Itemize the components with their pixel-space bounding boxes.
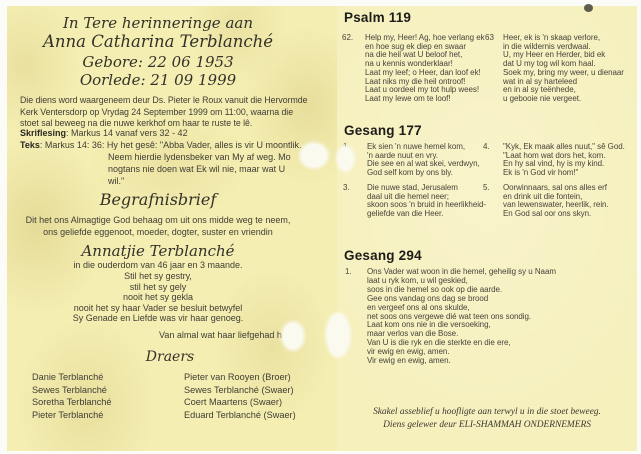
text-line: Coert Maartens (Swaer) (184, 397, 283, 408)
text-line: stoet sal beweeg na die nuwe kerkhof om haar te ruste te lê. (20, 118, 253, 129)
text-line: en in al sy teënhede, (503, 85, 576, 95)
text-line: Sewes Terblanché (Swaer) (184, 384, 294, 395)
text-line: Sy Genade en Liefde was vir haar genoeg. (72, 313, 244, 324)
whiteout-mark (338, 147, 353, 170)
text-line: Stil het sy gestry, (124, 271, 192, 281)
verse-lines (503, 184, 635, 219)
text-line: maar verlos van die Bose. (367, 329, 459, 339)
text-line: 'n aarde nuut en vry. (367, 150, 439, 160)
text-line: u gebooie nie vergeet. (503, 93, 582, 103)
whiteout-mark (327, 314, 349, 356)
verse-number: 62. (342, 33, 354, 42)
psalm-heading: Psalm 119 (344, 10, 412, 25)
scripture-text-continuation (108, 152, 291, 187)
text-line: Skakel asseblief u hoofligte aan terwyl u in die stoet beweeg. (373, 407, 601, 417)
verse-number: 1. (345, 267, 352, 276)
pallbearers-left-column (32, 371, 112, 421)
pallbearers-heading: Draers (145, 349, 195, 365)
text-line: Sewes Terblanché (32, 384, 107, 395)
text-line: soos in die hemel so ook op die aarde. (367, 284, 503, 294)
scripture-reading-label: Skriflesing (20, 128, 67, 138)
text-line: laat u ryk kom, u wil geskied, (367, 275, 468, 285)
farewell-line: Van almal wat haar liefgehad h (159, 330, 282, 340)
text-line: U, my Heer en Herder, bid ek (503, 50, 606, 60)
text-line: Help my, Heer! Ag, hoe verlang ek (365, 33, 485, 42)
verse-number: 3. (343, 183, 350, 192)
scripture-text-label: Teks (20, 140, 40, 150)
text-line: Gee ons vandag ons dag se brood (367, 293, 489, 303)
text-line: geliefde van die Heer. (367, 209, 444, 219)
procession-notice (352, 406, 622, 433)
hymn-294-heading: Gesang 294 (344, 248, 422, 263)
deceased-name: Anna Catharina Terblanché (43, 32, 273, 51)
verse-number: 63 (485, 33, 494, 42)
pallbearers-right-column (184, 371, 296, 421)
service-intro-paragraph (20, 95, 325, 130)
text-line: Ek sien 'n nuwe hemel kom, (367, 142, 466, 151)
verse-lines (503, 143, 635, 178)
text-line: daal uit die hemel neer; (367, 191, 449, 201)
scan-speck (584, 4, 593, 12)
text-line: Ons Vader wat woon in die hemel, geheilig sy u Naam (367, 267, 556, 276)
age-line: in die ouderdom van 46 jaar en 3 maande. (73, 260, 243, 270)
memorial-poem (7, 271, 309, 324)
text-line: "Kyk, Ek maak alles nuut," sê God. (503, 142, 625, 151)
text-line: Laat my lewe om te loof! (365, 93, 451, 103)
text-line: stil het sy gely (129, 281, 187, 292)
verse-lines (503, 34, 635, 104)
psalm-verse-62 (342, 34, 484, 104)
text-line: dat U my tog wil kom haal. (503, 59, 596, 69)
text-line: nooit het sy gekla (122, 292, 194, 303)
text-line: Neem hierdie lydensbeker van My af weg. Mo (108, 152, 291, 162)
left-page (7, 6, 337, 451)
text-line: in die wildernis verdwaal. (503, 41, 591, 51)
text-line: Pieter Terblanché (32, 409, 104, 420)
scripture-reading-line (20, 128, 188, 140)
birth-date-line: Gebore: 22 06 1953 (82, 53, 234, 71)
funeral-letter-heading: Begrafnisbrief (99, 190, 217, 209)
text-line: Oorwinnaars, sal ons alles erf (503, 183, 607, 192)
verse-number: 5. (483, 183, 490, 192)
text-line: God self kom by ons bly. (367, 168, 453, 178)
text-line: En God sal oor ons skyn. (503, 209, 592, 219)
text-line: nogtans nie doen wat Ek wil nie, maar wat U (108, 163, 286, 174)
text-line: Kerk Ventersdorp op Vrydag 24 September 1999 om 11:00, waarna die (20, 106, 294, 117)
verse-lines (367, 268, 633, 366)
hymn-177-verse-3 (343, 183, 486, 219)
whiteout-mark (283, 323, 303, 349)
text-line: Die nuwe stad, Jerusalem (367, 183, 458, 192)
scripture-text-line (20, 140, 302, 152)
text-line: net soos ons vergewe dié wat teen ons sondig. (367, 311, 532, 321)
text-line: Eduard Terblanché (Swaer) (184, 409, 296, 420)
text-line: Laat my leef; o Heer, dan loof ek! (365, 67, 481, 77)
deceased-nickname-heading: Annatjie Terblanché (81, 242, 235, 260)
right-page (337, 6, 637, 451)
text-line: Pieter van Rooyen (Broer) (184, 372, 291, 382)
funeral-letter-paragraph (7, 215, 309, 239)
text-line: Soretha Terblanché (32, 397, 112, 408)
verse-lines (365, 34, 484, 104)
text-line: Laat u oordeel my tot hulp wees! (365, 85, 480, 95)
verse-number: 4. (483, 142, 490, 151)
scripture-reading-value: : Markus 14 vanaf vers 32 - 42 (66, 128, 188, 138)
text-line: Diens gelewer deur ELI-SHAMMAH ONDERNEMERS (383, 420, 591, 431)
hymn-177-heading: Gesang 177 (344, 123, 422, 138)
text-line: van lewenswater, heerlik, rein. (503, 200, 609, 210)
hymn-294-verse-1 (345, 268, 633, 366)
text-line: Laat kom ons nie in die versoeking, (367, 320, 491, 330)
text-line: Die diens word waargeneem deur Ds. Pieter le Roux vanuit die Hervormde (20, 95, 308, 105)
text-line: En hy sal vind, hy is my kind. (503, 159, 605, 169)
text-line: na die heil wat U beloof het, (365, 50, 463, 60)
text-line: Heer, ek is 'n skaap verlore, (503, 33, 601, 42)
text-line: en drink uit die fontein, (503, 191, 583, 201)
hymn-177-verse-4 (483, 143, 635, 178)
text-line: Die see en al wat skei, verdwyn, (367, 159, 480, 169)
text-line: en hoe sug ek diep en swaar (365, 41, 466, 51)
text-line: "Laat hom wat dors het, kom. (503, 150, 606, 160)
text-line: Vir ewig en ewig, amen. (367, 356, 451, 366)
text-line: na u kennis wonderklaar! (365, 59, 453, 69)
death-date-line: Oorlede: 21 09 1999 (79, 71, 237, 89)
verse-lines (367, 183, 486, 219)
text-line: Dit het ons Almagtige God behaag om uit ons midde weg te neem, (25, 215, 291, 225)
text-line: Ek is 'n God vir hom!" (503, 168, 579, 178)
text-line: wat in al sy harteleed (503, 76, 578, 86)
text-line: en vergeef ons al ons skulde, (367, 302, 470, 312)
hymn-177-verse-1 (343, 143, 483, 178)
verse-lines (367, 143, 483, 178)
text-line: Van U is die ryk en die sterkte en die ere, (367, 338, 511, 348)
psalm-verse-63 (485, 34, 635, 104)
memorial-title-line: In Tere herinneringe aan (62, 14, 253, 32)
text-line: ons geliefde eggenoot, moeder, dogter, suster en vriendin (43, 226, 273, 237)
text-line: Laat niks my die heil ontroof! (365, 76, 466, 86)
text-line: Danie Terblanché (32, 372, 104, 382)
hymn-177-verse-5 (483, 184, 635, 219)
whiteout-mark (301, 144, 327, 167)
scripture-text-value: : Markus 14: 36: Hy het gesê: "Abba Vader, alles is vir U moontlik. (39, 140, 302, 150)
text-line: wil." (108, 175, 125, 186)
text-line: skoon soos 'n bruid in heerlikheid- (367, 200, 486, 210)
text-line: Soek my, bring my weer, u dienaar (503, 67, 624, 77)
scan-area (7, 6, 637, 451)
text-line: nooit het sy haar Vader se besluit betwyfel (73, 302, 243, 313)
text-line: vir ewig en ewig, amen. (367, 347, 450, 357)
